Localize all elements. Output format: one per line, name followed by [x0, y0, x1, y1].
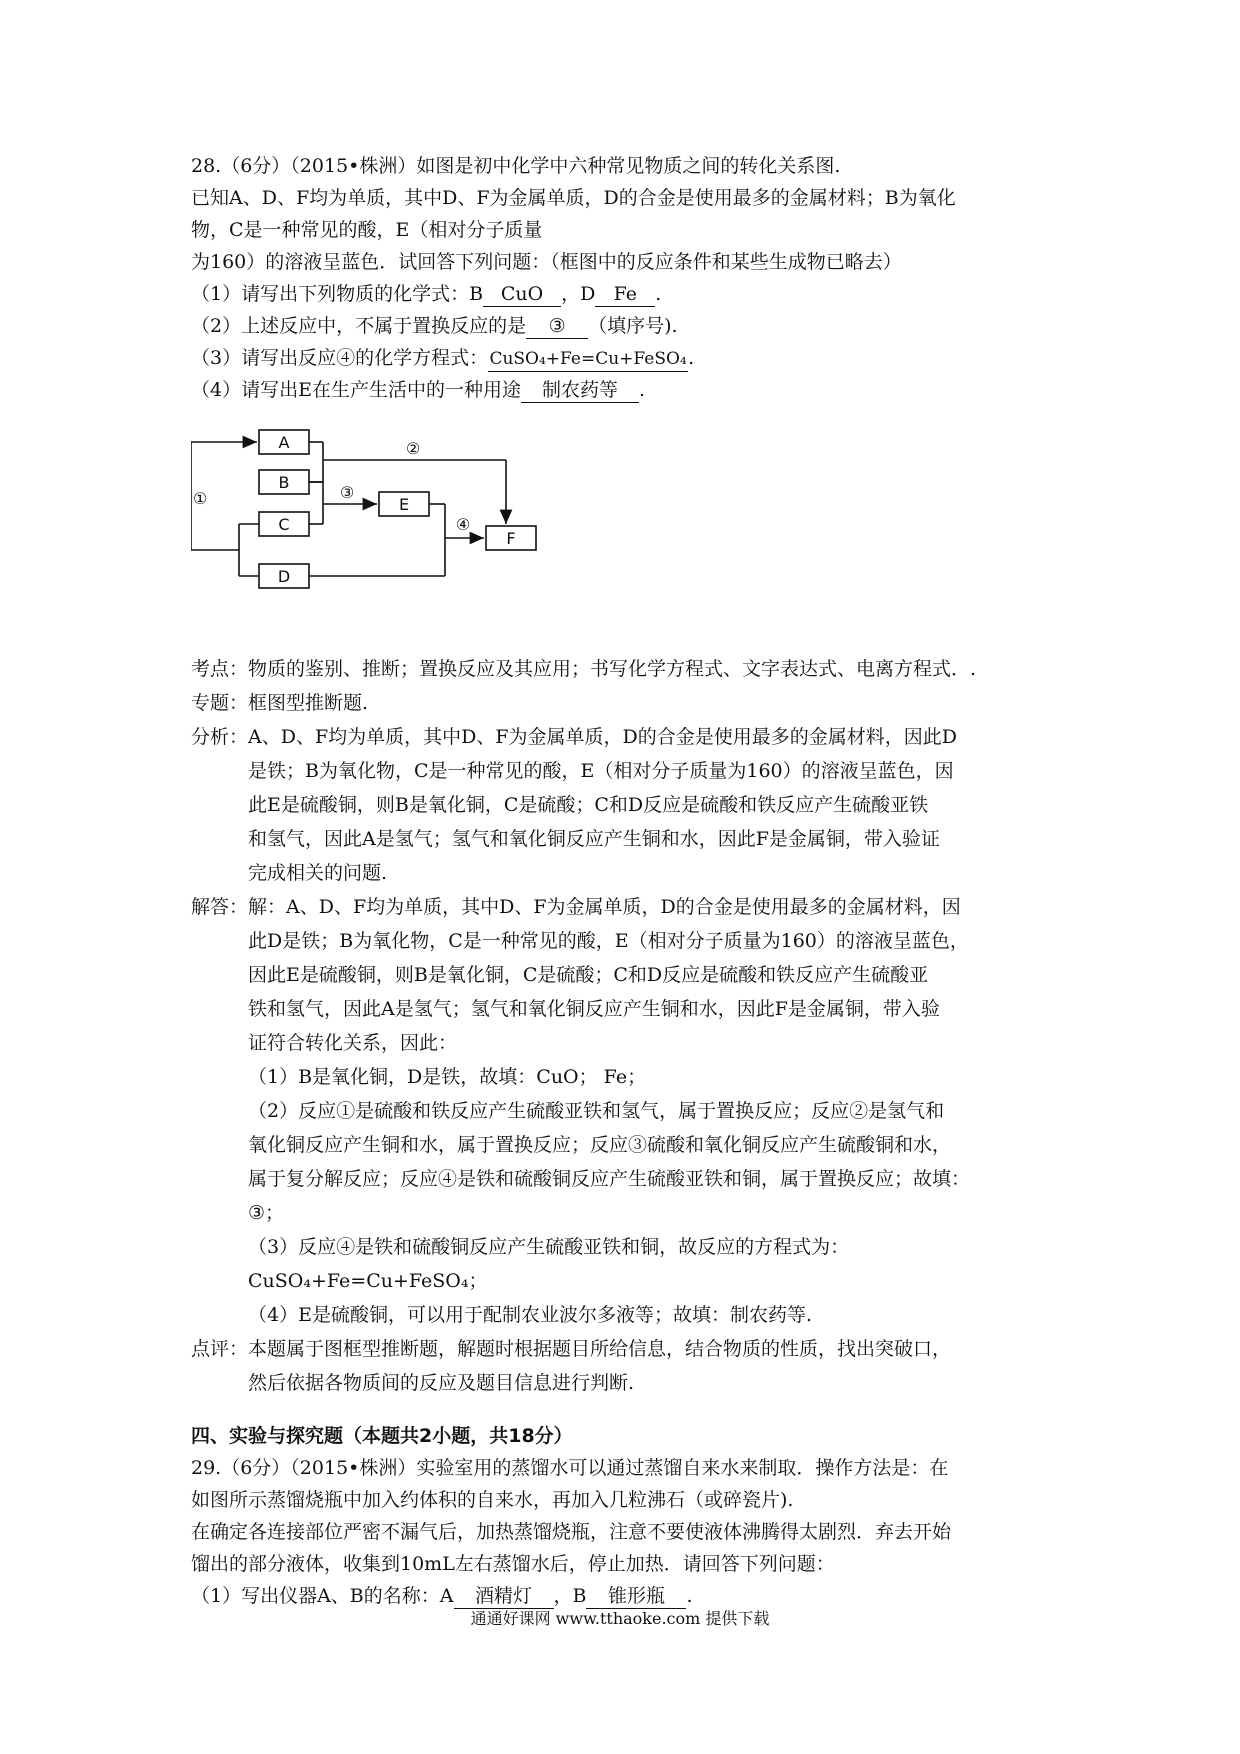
answer-b: 锥形瓶 — [586, 1584, 686, 1609]
dianping — [191, 1332, 1071, 1400]
box-c-label: C — [278, 515, 290, 534]
answer-d: Fe — [595, 282, 655, 307]
answer-use: 制农药等 — [521, 378, 639, 403]
jieda-line: 证符合转化关系，因此： — [248, 1032, 458, 1054]
jieda-line: （2）反应①是硫酸和铁反应产生硫酸亚铁和氢气，属于置换反应；反应②是氢气和 — [248, 1100, 945, 1122]
jieda-line: 铁和氢气，因此A是氢气；氢气和氧化铜反应产生铜和水，因此F是金属铜，带入验 — [248, 998, 940, 1020]
q28-part-1 — [191, 278, 1071, 310]
q29-part-1-mid: ，B — [553, 1585, 587, 1607]
q29-stem-2: 如图所示蒸馏烧瓶中加入约体积的自来水，再加入几粒沸石（或碎瓷片). — [191, 1489, 794, 1511]
jieda-line: （1）B是氧化铜，D是铁，故填：CuO； Fe； — [248, 1066, 647, 1088]
fenxi-line: 完成相关的问题. — [248, 862, 388, 884]
reaction-2-label: ② — [405, 439, 421, 458]
kaodian-text: 物质的鉴别、推断；置换反应及其应用；书写化学方程式、文字表达式、电离方程式．. — [248, 658, 977, 680]
q28-stem-4: 为160）的溶液呈蓝色．试回答下列问题：（框图中的反应条件和某些生成物已略去） — [191, 251, 902, 273]
fenxi-line: 此E是硫酸铜，则B是氧化铜，C是硫酸；C和D反应是硫酸和铁反应产生硫酸亚铁 — [248, 794, 929, 816]
fenxi-line: 是铁；B为氧化物，C是一种常见的酸，E（相对分子质量为160）的溶液呈蓝色，因 — [248, 760, 954, 782]
q28-part-3-end: . — [688, 347, 695, 369]
kaodian-label: 考点： — [191, 658, 249, 680]
box-d-label: D — [277, 567, 291, 586]
jieda-line: （3）反应④是铁和硫酸铜反应产生硫酸亚铁和铜，故反应的方程式为： — [248, 1236, 850, 1258]
zhuanti — [191, 686, 1071, 720]
q28-part-1-mid: ，D — [561, 283, 596, 305]
q28-part-1-text: （1）请写出下列物质的化学式：B — [191, 283, 484, 305]
page-footer: 通通好课网 www.tthaoke.com 提供下载 — [470, 1609, 770, 1628]
fenxi-line: 和氢气，因此A是氢气；氢气和氧化铜反应产生铜和水，因此F是金属铜，带入验证 — [248, 828, 940, 850]
q28-part-3 — [191, 342, 1071, 374]
jieda-line: CuSO₄+Fe=Cu+FeSO₄； — [248, 1270, 488, 1292]
q28-part-3-text: （3）请写出反应④的化学方程式： — [191, 347, 489, 369]
q28-stem-1: 28.（6分）（2015•株洲）如图是初中化学中六种常见物质之间的转化关系图. — [191, 155, 841, 177]
q28-part-4-end: . — [638, 379, 646, 401]
answer-equation: CuSO₄+Fe=Cu+FeSO₄ — [488, 347, 688, 372]
jieda-line: （4）E是硫酸铜，可以用于配制农业波尔多液等；故填：制农药等. — [248, 1304, 812, 1326]
reaction-diagram — [191, 420, 551, 590]
dianping-label: 点评： — [191, 1338, 249, 1360]
q29-part-1-end: . — [686, 1585, 693, 1607]
box-f-label: F — [506, 529, 516, 548]
fenxi-label: 分析： — [191, 726, 249, 748]
jieda-line: 属于复分解反应；反应④是铁和硫酸铜反应产生硫酸亚铁和铜，属于置换反应；故填： — [248, 1168, 971, 1190]
box-e-label: E — [398, 495, 410, 514]
reaction-4-label: ④ — [455, 515, 471, 534]
analysis-block — [191, 652, 1071, 1400]
q29-stem-4: 馏出的部分液体，收集到10mL左右蒸馏水后，停止加热．请回答下列问题： — [191, 1553, 835, 1575]
answer-b: CuO — [483, 282, 561, 307]
jieda — [191, 890, 1071, 1332]
answer-reaction: ③ — [526, 314, 588, 339]
jieda-label: 解答： — [191, 896, 249, 918]
question-page — [191, 150, 1071, 1612]
answer-a: 酒精灯 — [454, 1584, 554, 1609]
reaction-3-label: ③ — [339, 483, 355, 502]
q28-part-2-text: （2）上述反应中，不属于置换反应的是 — [191, 315, 527, 337]
fenxi-line: A、D、F均为单质，其中D、F为金属单质，D的合金是使用最多的金属材料，因此D — [248, 726, 958, 748]
jieda-line: 解：A、D、F均为单质，其中D、F为金属单质，D的合金是使用最多的金属材料，因 — [248, 896, 961, 918]
box-b-label: B — [278, 473, 290, 492]
q29-stem-3: 在确定各连接部位严密不漏气后，加热蒸馏烧瓶，注意不要使液体沸腾得太剧烈．弃去开始 — [191, 1521, 952, 1543]
zhuanti-text: 框图型推断题. — [248, 692, 369, 714]
jieda-line: 氧化铜反应产生铜和水，属于置换反应；反应③硫酸和氧化铜反应产生硫酸铜和水， — [248, 1134, 952, 1156]
jieda-line: ③； — [248, 1202, 285, 1224]
q28-stem-2: 已知A、D、F均为单质，其中D、F为金属单质，D的合金是使用最多的金属材料；B为氧化 — [191, 187, 956, 209]
q28-stem-3: 物，C是一种常见的酸，E（相对分子质量 — [191, 219, 543, 241]
q28-part-2-end: （填序号). — [588, 315, 678, 337]
dianping-line: 本题属于图框型推断题，解题时根据题目所给信息，结合物质的性质，找出突破口， — [248, 1338, 952, 1360]
jieda-line: 此D是铁；B为氧化物，C是一种常见的酸，E（相对分子质量为160）的溶液呈蓝色， — [248, 930, 969, 952]
q28-part-1-end: . — [655, 283, 662, 305]
fenxi — [191, 720, 1071, 890]
zhuanti-label: 专题： — [191, 692, 249, 714]
q28-part-4-text: （4）请写出E在生产生活中的一种用途 — [191, 379, 521, 401]
q28-part-4 — [191, 374, 1071, 406]
reaction-1-label: ① — [193, 489, 208, 508]
section-four-title: 四、实验与探究题（本题共2小题，共18分） — [191, 1425, 573, 1447]
q28-part-2 — [191, 310, 1071, 342]
jieda-line: 因此E是硫酸铜，则B是氧化铜，C是硫酸；C和D反应是硫酸和铁反应产生硫酸亚 — [248, 964, 929, 986]
q29-part-1-text: （1）写出仪器A、B的名称：A — [191, 1585, 454, 1607]
kaodian — [191, 652, 1071, 686]
dianping-line: 然后依据各物质间的反应及题目信息进行判断. — [248, 1372, 635, 1394]
q29-stem-1: 29.（6分）（2015•株洲）实验室用的蒸馏水可以通过蒸馏自来水来制取．操作方法是：在 — [191, 1457, 949, 1479]
box-a-label: A — [278, 433, 290, 452]
